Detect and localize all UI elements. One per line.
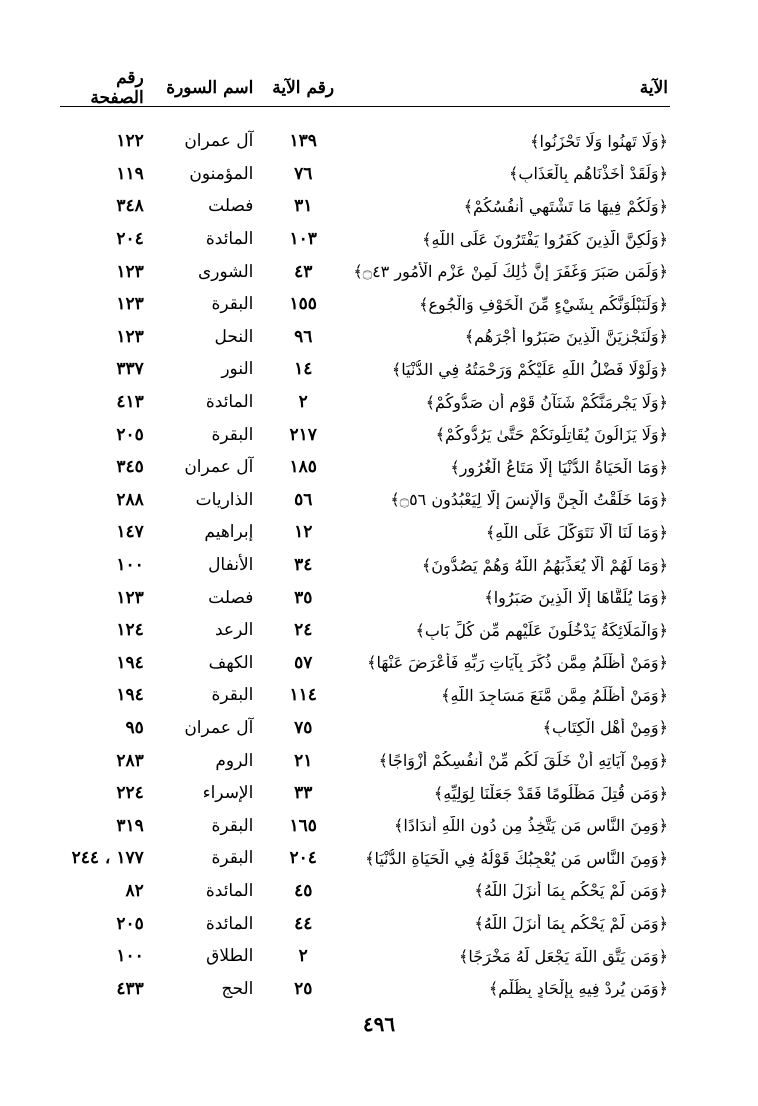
table-row	[60, 484, 670, 517]
verse-number: ٤٤	[294, 913, 313, 934]
verse-number: ١٦٥	[289, 815, 317, 836]
verse-text: ﴿وَمَنْ أَظْلَمُ مِمَّن مَّنَعَ مَسَاجِدَ اللَّهِ﴾	[441, 685, 668, 705]
surah-name: البقرة	[211, 424, 254, 445]
verse-text: ﴿وَمِنَ النَّاسِ مَن يُعْجِبُكَ قَوْلُهُ فِي الْحَيَاةِ الدُّنْيَا﴾	[365, 848, 668, 868]
verse-text: ﴿وَلَنَبْلُوَنَّكُم بِشَيْءٍ مِّنَ الْخَوْفِ وَالْجُوعِ﴾	[419, 294, 668, 314]
table-row	[60, 907, 670, 940]
verse-number: ١٨٥	[289, 457, 317, 478]
verse-text: ﴿وَلَا يَجْرِمَنَّكُمْ شَنَآنُ قَوْمٍ أَن صَدُّوكُمْ﴾	[425, 392, 668, 412]
verse-text: ﴿وَمَن لَّمْ يَحْكُم بِمَا أَنزَلَ اللَّهُ﴾	[474, 881, 668, 901]
verse-text: ﴿وَمِنْ آيَاتِهِ أَنْ خَلَقَ لَكُم مِّنْ أَنفُسِكُمْ أَزْوَاجًا﴾	[378, 751, 668, 771]
verse-text: ﴿وَمَا لَهُمْ أَلَّا يُعَذِّبَهُمُ اللَّهُ وَهُمْ يَصُدُّونَ﴾	[421, 555, 668, 575]
page-ref: ٨٢	[125, 880, 144, 901]
page-ref: ١٤٧	[116, 522, 144, 543]
table-row	[60, 744, 670, 777]
table-row	[60, 190, 670, 223]
header-page: رقم الصفحة	[90, 68, 144, 108]
surah-name: الشورى	[197, 261, 254, 282]
verse-text: ﴿وَلَقَدْ أَخَذْنَاهُم بِالْعَذَابِ﴾	[509, 164, 668, 184]
page-ref: ١٢٣	[116, 326, 144, 347]
page-ref: ٢٠٤	[116, 229, 144, 250]
table-row	[60, 875, 670, 908]
verse-text: ﴿وَالْمَلَائِكَةُ يَدْخُلُونَ عَلَيْهِم مِّن كُلِّ بَابٍ﴾	[415, 620, 668, 640]
header-surah: اسم السورة	[166, 78, 254, 98]
surah-name: الكهف	[208, 652, 254, 673]
header-verse: الآية	[639, 78, 668, 98]
verse-text: ﴿وَلَا يَزَالُونَ يُقَاتِلُونَكُمْ حَتَّىٰ يَرُدُّوكُمْ﴾	[435, 425, 668, 445]
verse-number: ٥٦	[294, 489, 313, 510]
page-ref: ٣٤٨	[116, 196, 144, 217]
verse-text: ﴿وَلَوْلَا فَضْلُ اللَّهِ عَلَيْكُمْ وَرَحْمَتُهُ فِي الدُّنْيَا﴾	[391, 359, 668, 379]
verse-number: ٧٥	[294, 717, 313, 738]
table-row	[60, 940, 670, 973]
verse-text: ﴿وَلَنَجْزِيَنَّ الَّذِينَ صَبَرُوا أَجْرَهُم﴾	[464, 327, 668, 347]
verse-text: ﴿وَمَا الْحَيَاةُ الدُّنْيَا إِلَّا مَتَاعُ الْغُرُورِ﴾	[450, 457, 668, 477]
surah-name: آل عمران	[184, 717, 254, 738]
table-row	[60, 255, 670, 288]
verse-text: ﴿وَلَمَن صَبَرَ وَغَفَرَ إِنَّ ذَٰلِكَ لَمِنْ عَزْمِ الْأُمُورِ ۝٤٣﴾	[353, 262, 668, 282]
verse-number: ٤٥	[294, 880, 313, 901]
verse-number: ٧٦	[294, 163, 313, 184]
surah-name: النحل	[214, 326, 254, 347]
verse-number: ٣٥	[294, 587, 313, 608]
surah-name: فصلت	[208, 587, 254, 608]
page-ref: ١٩٤	[116, 685, 144, 706]
verse-number: ٢٥	[294, 978, 313, 999]
table-row	[60, 777, 670, 810]
table-row	[60, 809, 670, 842]
verse-text: ﴿وَمَن يُرِدْ فِيهِ بِإِلْحَادٍ بِظُلْمٍ﴾	[488, 979, 668, 999]
table-row	[60, 451, 670, 484]
verse-text: ﴿وَمِنَ النَّاسِ مَن يَتَّخِذُ مِن دُونِ اللَّهِ أَندَادًا﴾	[394, 816, 668, 836]
page-ref: ١٠٠	[116, 946, 144, 967]
verse-number: ٢١	[294, 750, 313, 771]
page-ref: ٩٥	[125, 717, 144, 738]
page-ref: ١٧٧ ، ٢٤٤	[71, 848, 144, 869]
page-ref: ٤٣٣	[116, 978, 144, 999]
page-ref: ١٢٢	[116, 131, 144, 152]
verse-text: ﴿وَمَن يَتَّقِ اللَّهَ يَجْعَل لَّهُ مَخْرَجًا﴾	[458, 946, 668, 966]
page-ref: ١٢٣	[116, 294, 144, 315]
table-row	[60, 288, 670, 321]
surah-name: المائدة	[205, 229, 254, 250]
verse-number: ٣١	[294, 196, 313, 217]
page-ref: ١١٩	[116, 163, 144, 184]
table-header	[60, 70, 670, 106]
verse-number: ٢٠٤	[289, 848, 317, 869]
page-ref: ٣٣٧	[116, 359, 144, 380]
page-ref: ١٢٣	[116, 587, 144, 608]
verse-text: ﴿وَلَكُمْ فِيهَا مَا تَشْتَهِي أَنفُسُكُمْ﴾	[463, 196, 668, 216]
page-ref: ٣١٩	[116, 815, 144, 836]
verse-number: ٢١٧	[289, 424, 317, 445]
page-ref: ٤١٣	[116, 392, 144, 413]
surah-name: الأنفال	[208, 555, 254, 576]
verse-text: ﴿وَلَٰكِنَّ الَّذِينَ كَفَرُوا يَفْتَرُونَ عَلَى اللَّهِ﴾	[422, 229, 668, 249]
header-rule	[60, 106, 670, 107]
verse-text: ﴿وَمَا خَلَقْتُ الْجِنَّ وَالْإِنسَ إِلَّا لِيَعْبُدُونِ ۝٥٦﴾	[390, 490, 668, 510]
index-page	[60, 70, 670, 1005]
verse-number: ١٠٣	[289, 229, 317, 250]
surah-name: المائدة	[205, 913, 254, 934]
table-row	[60, 353, 670, 386]
surah-name: الطلاق	[206, 946, 254, 967]
surah-name: آل عمران	[184, 457, 254, 478]
verse-text: ﴿وَلَا تَهِنُوا وَلَا تَحْزَنُوا﴾	[530, 131, 668, 151]
surah-name: إبراهيم	[204, 522, 254, 543]
verse-number: ١٢	[294, 522, 313, 543]
table-row	[60, 972, 670, 1005]
page-ref: ٢٢٤	[116, 783, 144, 804]
verse-number: ١١٤	[289, 685, 317, 706]
table-row	[60, 418, 670, 451]
page-ref: ٢٠٥	[116, 424, 144, 445]
table-row	[60, 386, 670, 419]
page-ref: ٢٨٣	[116, 750, 144, 771]
verse-text: ﴿وَمَن لَّمْ يَحْكُم بِمَا أَنزَلَ اللَّهُ﴾	[474, 914, 668, 934]
verse-number: ١٤	[294, 359, 313, 380]
table-row	[60, 125, 670, 158]
table-body	[60, 125, 670, 1005]
page-ref: ٣٤٥	[116, 457, 144, 478]
table-row	[60, 549, 670, 582]
verse-text: ﴿وَمِنْ أَهْلِ الْكِتَابِ﴾	[542, 718, 668, 738]
surah-name: النور	[221, 359, 254, 380]
verse-number: ٩٦	[294, 326, 313, 347]
page-number: ٤٩٦	[362, 1012, 396, 1036]
surah-name: البقرة	[211, 815, 254, 836]
page-ref: ١٠٠	[116, 555, 144, 576]
verse-text: ﴿وَمَا لَنَا أَلَّا نَتَوَكَّلَ عَلَى اللَّهِ﴾	[485, 522, 668, 542]
surah-name: المؤمنون	[189, 163, 254, 184]
verse-number: ٤٣	[294, 261, 313, 282]
verse-number: ٢٤	[294, 620, 313, 641]
surah-name: المائدة	[205, 392, 254, 413]
table-row	[60, 223, 670, 256]
table-row	[60, 158, 670, 191]
surah-name: آل عمران	[184, 131, 254, 152]
page-ref: ٢٠٥	[116, 913, 144, 934]
table-row	[60, 647, 670, 680]
surah-name: المائدة	[205, 880, 254, 901]
surah-name: الحج	[221, 978, 254, 999]
page-ref: ١٩٤	[116, 652, 144, 673]
surah-name: الرعد	[215, 620, 254, 641]
verse-number: ٢	[298, 392, 308, 413]
verse-number: ٣٤	[294, 555, 313, 576]
surah-name: البقرة	[211, 848, 254, 869]
table-row	[60, 614, 670, 647]
verse-number: ٣٣	[294, 783, 313, 804]
table-row	[60, 321, 670, 354]
verse-number: ١٥٥	[289, 294, 317, 315]
table-row	[60, 581, 670, 614]
surah-name: الإسراء	[202, 783, 254, 804]
surah-name: البقرة	[211, 685, 254, 706]
header-verse-number: رقم الآية	[272, 78, 335, 98]
table-row	[60, 712, 670, 745]
page-ref: ١٢٤	[116, 620, 144, 641]
surah-name: الروم	[215, 750, 254, 771]
page-ref: ٢٨٨	[116, 489, 144, 510]
table-row	[60, 516, 670, 549]
verse-number: ١٣٩	[289, 131, 317, 152]
page-ref: ١٢٣	[116, 261, 144, 282]
table-row	[60, 842, 670, 875]
verse-text: ﴿وَمَنْ أَظْلَمُ مِمَّن ذُكِّرَ بِآيَاتِ رَبِّهِ فَأَعْرَضَ عَنْهَا﴾	[367, 653, 668, 673]
surah-name: الذاريات	[195, 489, 254, 510]
verse-text: ﴿وَمَن قُتِلَ مَظْلُومًا فَقَدْ جَعَلْنَا لِوَلِيِّهِ﴾	[433, 783, 668, 803]
verse-number: ٥٧	[294, 652, 313, 673]
verse-number: ٢	[298, 946, 308, 967]
verse-text: ﴿وَمَا يُلَقَّاهَا إِلَّا الَّذِينَ صَبَرُوا﴾	[484, 588, 668, 608]
table-row	[60, 679, 670, 712]
surah-name: فصلت	[208, 196, 254, 217]
surah-name: البقرة	[211, 294, 254, 315]
